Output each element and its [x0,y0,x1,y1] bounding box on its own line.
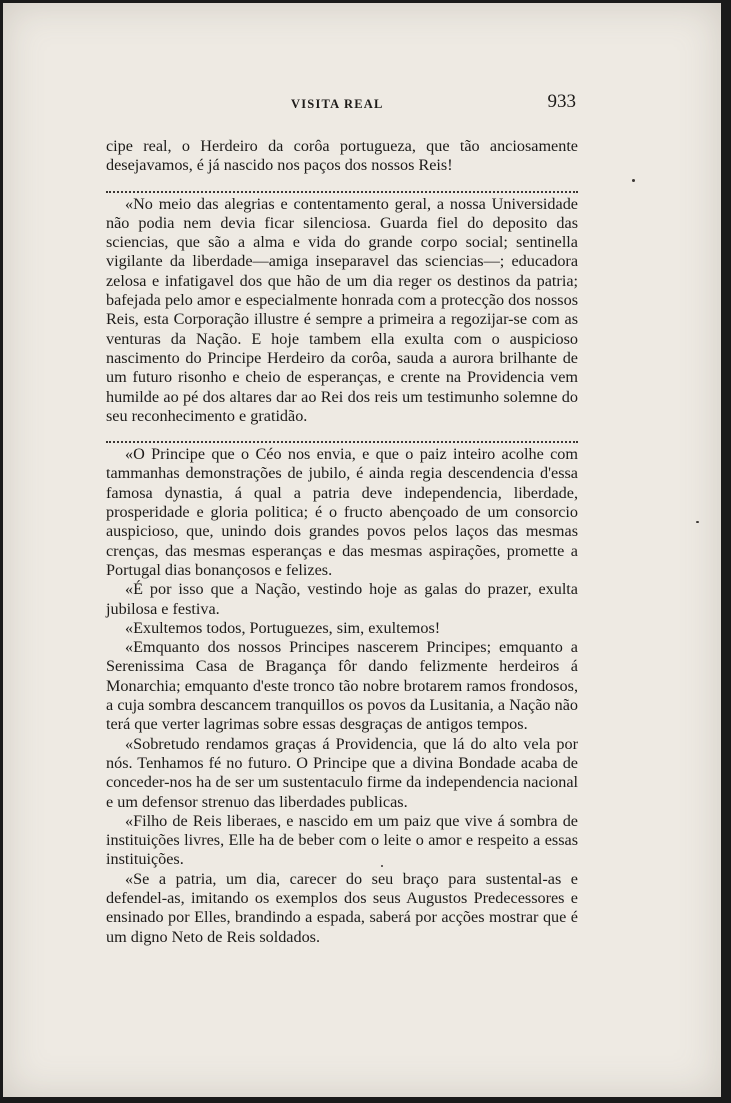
ink-speck [381,865,383,867]
ink-speck [632,179,635,182]
ink-speck [696,521,699,523]
paragraph: cipe real, o Herdeiro da corôa portugueza, que tão anciosamente desejavamos, é já nascido nos paços dos nossos Reis! [106,137,578,175]
paragraph: «Se a patria, um dia, carecer do seu braço para sustental-as e defendel-as, imitando os exemplos dos seus Augustos Predecessores e ensinado por Elles, brandindo a espada, saberá por acções mostrar que é um digno Neto de Reis soldados. [106,869,578,946]
paragraph: «É por isso que a Nação, vestindo hoje as galas do prazer, exulta jubilosa e festiva. [106,580,578,618]
paragraph: «O Principe que o Céo nos envia, e que o paiz inteiro acolhe com tammanhas demonstrações de jubilo, é ainda regia descendencia d'essa famosa dynastia, á qual a patria deve independencia, liberdade, prosperidade e gloria politica; é o fructo abençoado de um consorcio auspicioso, que, unindo dois grandes povos pelos laços das mesmas crenças, das mesmas esperanças e das mesmas aspirações, promette a Portugal dias bonançosos e felizes. [106,445,578,579]
book-page [3,3,721,1097]
paragraph: «Emquanto dos nossos Principes nascerem Principes; emquanto a Serenissima Casa de Bragança fôr dando felizmente herdeiros á Monarchia; emquanto d'este tronco tão nobre brotarem ramos frondosos, a cuja sombra descancem tranquillos os povos da Lusitania, a Nação não terá que verter lagrimas sobre essas desgraças de antigos tempos. [106,638,578,734]
ellipsis-divider [106,179,578,193]
paragraph: «Exultemos todos, Portuguezes, sim, exultemos! [125,618,441,637]
paragraph: «Sobretudo rendamos graças á Providencia, que lá do alto vela por nós. Tenhamos fé no futuro. O Principe que a divina Bondade acaba de conceder-nos ha de ser um sustentaculo firme da independencia nacional e um defensor strenuo das liberdades publicas. [106,734,578,811]
running-head: VISITA REAL [291,97,384,111]
ellipsis-divider [106,429,578,443]
page-number: 933 [547,91,576,112]
paragraph: «No meio das alegrias e contentamento geral, a nossa Universidade não podia nem devia ficar silenciosa. Guarda fiel do deposito das sciencias, que são a alma e vida do grande corpo social; sentinella vigilante da liberdade—amiga inseparavel das sciencias—; educadora zelosa e infatigavel dos que hão de um dia reger os destinos da patria; bafejada pelo amor e especialmente honrada com a protecção dos nossos Reis, esta Corporação illustre é sempre a primeira a regozijar-se com as venturas da Nação. E hoje tambem ella exulta com o auspicioso nascimento do Principe Herdeiro da corôa, sauda a aurora brilhante de um futuro risonho e cheio de esperanças, e crente na Providencia vem humilde ao pé dos altares dar ao Rei dos reis um testimunho solemne do seu reconhecimento e gratidão. [106,194,578,425]
body-text [106,137,578,947]
paragraph: «Filho de Reis liberaes, e nascido em um paiz que vive á sombra de instituições livres, Elle ha de beber com o leite o amor e respeito a essas instituições. [106,811,578,869]
